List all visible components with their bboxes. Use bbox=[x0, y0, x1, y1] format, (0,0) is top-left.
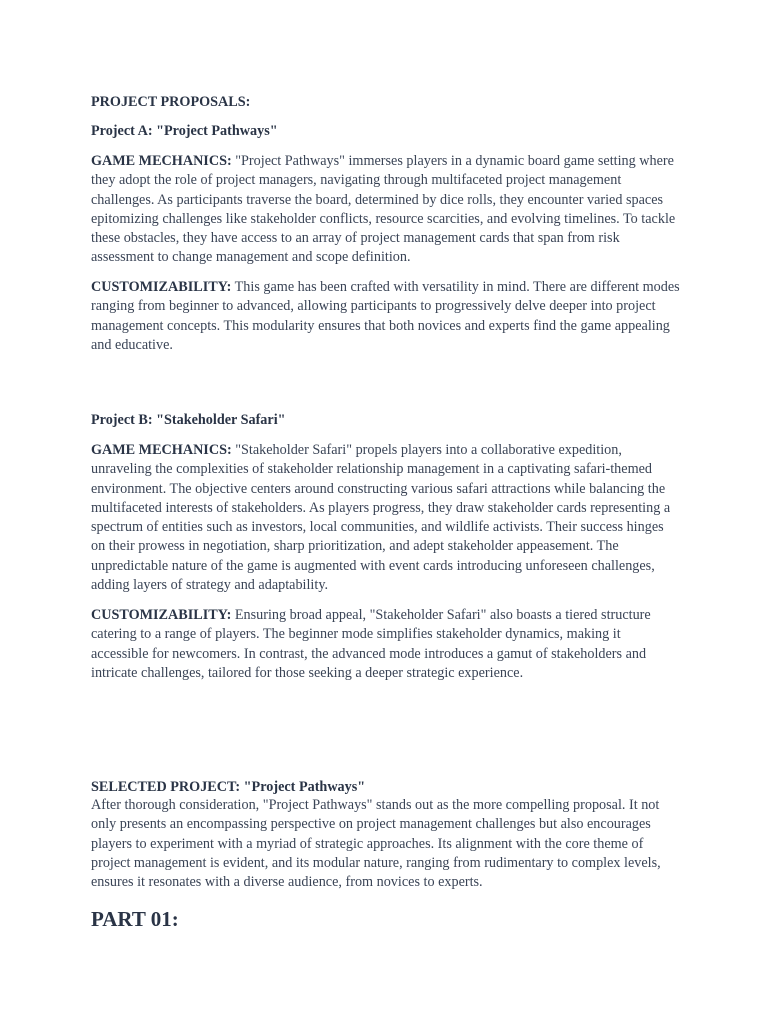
proposals-heading: PROJECT PROPOSALS: bbox=[91, 94, 251, 110]
project-a-title: Project A: "Project Pathways" bbox=[91, 123, 278, 139]
project-a-mechanics-text: "Project Pathways" immerses players in a dynamic board game setting where they adopt the role of project managers, navigating through multifaceted project management challenges. As participants traverse the board, determined by dice rolls, they encounter varied spaces epitomizing challenges like stakeholder conflicts, resource scarcities, and evolving timelines. To tackle these obstacles, they have access to an array of project management cards that span from risk assessment to change management and scope definition. bbox=[91, 153, 676, 266]
project-b-mechanics-label: GAME MECHANICS: bbox=[91, 442, 232, 458]
project-a-mechanics-label: GAME MECHANICS: bbox=[91, 153, 232, 169]
project-a-mechanics bbox=[91, 152, 681, 268]
project-b-custom-text: Ensuring broad appeal, "Stakeholder Safari" also boasts a tiered structure catering to a range of players. The beginner mode simplifies stakeholder dynamics, making it accessible for newcomers. In contrast, the advanced mode introduces a gamut of stakeholders and intricate challenges, tailored for those seeking a deeper strategic experience. bbox=[91, 607, 651, 681]
project-b-mechanics bbox=[91, 441, 681, 595]
project-b-mechanics-text: "Stakeholder Safari" propels players into a collaborative expedition, unraveling the complexities of stakeholder relationship management in a captivating safari-themed environment. The objective centers around constructing various safari attractions while balancing the multifaceted interests of stakeholders. As players progress, they draw stakeholder cards representing a spectrum of entities such as investors, local communities, and wildlife activists. Their success hinges on their prowess in negotiation, sharp prioritization, and adept stakeholder appeasement. The unpredictable nature of the game is augmented with event cards introducing unforeseen challenges, adding layers of strategy and adaptability. bbox=[91, 442, 671, 594]
project-b-customizability bbox=[91, 606, 681, 683]
project-a-custom-text: This game has been crafted with versatility in mind. There are different modes ranging from beginner to advanced, allowing participants to progressively delve deeper into project management concepts. This modularity ensures that both novices and experts find the game appealing and educative. bbox=[91, 279, 680, 353]
project-a-customizability bbox=[91, 278, 681, 355]
project-b-title: Project B: "Stakeholder Safari" bbox=[91, 412, 286, 428]
project-b-custom-label: CUSTOMIZABILITY: bbox=[91, 607, 232, 623]
part-heading: PART 01: bbox=[91, 907, 179, 931]
project-a-custom-label: CUSTOMIZABILITY: bbox=[91, 279, 232, 295]
selected-project-text: After thorough consideration, "Project Pathways" stands out as the more compelling proposal. It not only presents an encompassing perspective on project management challenges but also encourages players to experiment with a myriad of strategic approaches. Its alignment with the core theme of project management is evident, and its modular nature, ranging from rudimentary to complex levels, ensures it resonates with a diverse audience, from novices to experts. bbox=[91, 797, 661, 891]
selected-project-title: SELECTED PROJECT: "Project Pathways" bbox=[91, 779, 366, 795]
